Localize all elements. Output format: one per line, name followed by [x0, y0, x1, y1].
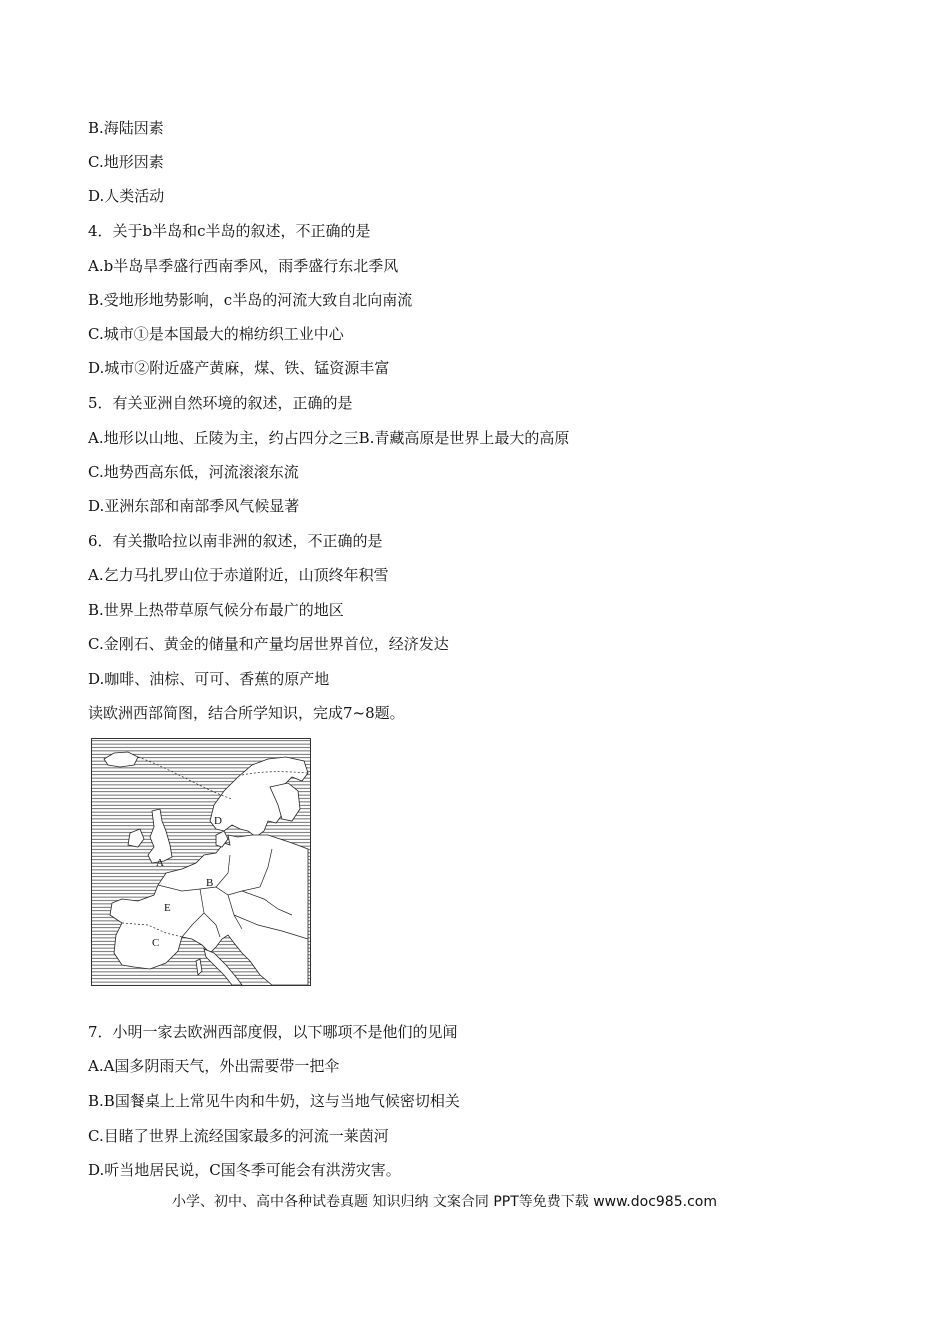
option-7-c: C.目睹了世界上流经国家最多的河流一莱茵河 [88, 1127, 389, 1145]
option-4-c: C.城市①是本国最大的棉纺织工业中心 [88, 325, 344, 343]
map-label-d: D [214, 815, 222, 827]
option-6-d: D.咖啡、油棕、可可、香蕉的原产地 [88, 670, 330, 688]
option-6-b: B.世界上热带草原气候分布最广的地区 [88, 601, 344, 619]
option-4-a: A.b半岛旱季盛行西南季风，雨季盛行东北季风 [88, 257, 399, 275]
question-6: 6．有关撒哈拉以南非洲的叙述，不正确的是 [88, 532, 383, 550]
map-instruction: 读欧洲西部简图，结合所学知识，完成7~8题。 [88, 704, 405, 722]
option-7-a: A.A国多阴雨天气，外出需要带一把伞 [88, 1057, 340, 1075]
question-7: 7．小明一家去欧洲西部度假，以下哪项不是他们的见闻 [88, 1023, 458, 1041]
option-3-c: C.地形因素 [88, 153, 164, 171]
option-3-d: D.人类活动 [88, 187, 165, 205]
option-5-ab: A.地形以山地、丘陵为主，约占四分之三B.青藏高原是世界上最大的高原 [88, 429, 570, 447]
map-label-e: E [164, 902, 171, 914]
question-5: 5．有关亚洲自然环境的叙述，正确的是 [88, 394, 353, 412]
option-7-d: D.听当地居民说，C国冬季可能会有洪涝灾害。 [88, 1161, 401, 1179]
option-4-b: B.受地形地势影响，c半岛的河流大致自北向南流 [88, 291, 413, 309]
question-4: 4．关于b半岛和c半岛的叙述，不正确的是 [88, 222, 371, 240]
option-5-d: D.亚洲东部和南部季风气候显著 [88, 497, 300, 515]
western-europe-map [91, 738, 311, 986]
map-label-a: A [156, 857, 164, 869]
option-7-b: B.B国餐桌上上常见牛肉和牛奶，这与当地气候密切相关 [88, 1092, 460, 1110]
option-3-b: B.海陆因素 [88, 119, 164, 137]
option-6-a: A.乞力马扎罗山位于赤道附近，山顶终年积雪 [88, 566, 389, 584]
map-label-b: B [206, 877, 214, 889]
option-6-c: C.金刚石、黄金的储量和产量均居世界首位，经济发达 [88, 635, 449, 653]
option-5-c: C.地势西高东低，河流滚滚东流 [88, 463, 299, 481]
footer-text: 小学、初中、高中各种试卷真题 知识归纳 文案合同 PPT等免费下载 www.doc985.com [172, 1194, 717, 1210]
map-label-c: C [152, 937, 160, 949]
option-4-d: D.城市②附近盛产黄麻，煤、铁、锰资源丰富 [88, 359, 390, 377]
